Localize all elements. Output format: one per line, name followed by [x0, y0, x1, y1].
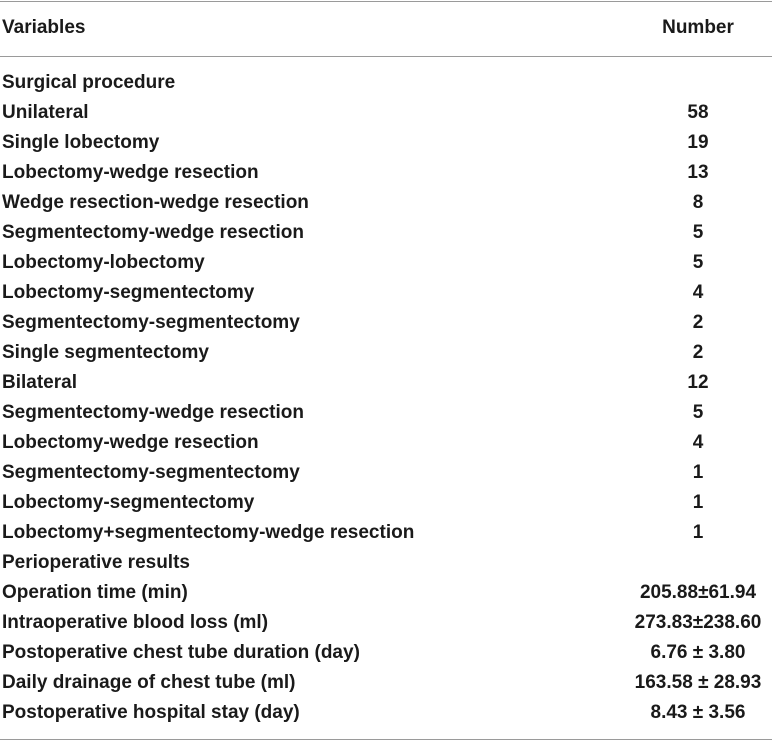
table-row: [0, 548, 772, 578]
row-value: 1: [692, 522, 704, 543]
table-row: [0, 338, 772, 368]
row-label: Segmentectomy-wedge resection: [2, 402, 304, 423]
table-row: [0, 578, 772, 608]
row-label: Bilateral: [2, 372, 77, 393]
table-header-row: [0, 13, 772, 43]
table-row: [0, 398, 772, 428]
row-value: 1: [692, 462, 704, 483]
table-row: [0, 308, 772, 338]
row-label: Lobectomy-wedge resection: [2, 432, 259, 453]
row-label: Lobectomy-wedge resection: [2, 162, 259, 183]
row-label: Segmentectomy-wedge resection: [2, 222, 304, 243]
table-row: [0, 668, 772, 698]
row-label: Unilateral: [2, 102, 89, 123]
row-label: Surgical procedure: [2, 72, 176, 93]
table-row: [0, 68, 772, 98]
row-value: 273.83±238.60: [634, 612, 762, 633]
row-value: 12: [687, 372, 709, 393]
table-row: [0, 698, 772, 728]
table-header-rule: [0, 56, 772, 57]
table-row: [0, 518, 772, 548]
row-label: Segmentectomy-segmentectomy: [2, 462, 300, 483]
row-label: Daily drainage of chest tube (ml): [2, 672, 296, 693]
row-label: Lobectomy-lobectomy: [2, 252, 205, 273]
row-value: 205.88±61.94: [639, 582, 757, 603]
row-label: Single lobectomy: [2, 132, 160, 153]
row-value: 8: [692, 192, 704, 213]
header-number: Number: [662, 17, 734, 38]
table-row: [0, 188, 772, 218]
row-value: 19: [687, 132, 709, 153]
row-label: Wedge resection-wedge resection: [2, 192, 309, 213]
table-row: [0, 368, 772, 398]
row-value: 8.43 ± 3.56: [650, 702, 746, 723]
table-bottom-rule: [0, 739, 772, 740]
row-value: 5: [692, 222, 704, 243]
row-value: 1: [692, 492, 704, 513]
row-value: 4: [692, 282, 704, 303]
row-label: Lobectomy-segmentectomy: [2, 492, 255, 513]
row-value: 13: [687, 162, 709, 183]
row-value: 163.58 ± 28.93: [634, 672, 762, 693]
row-label: Intraoperative blood loss (ml): [2, 612, 269, 633]
table-row: [0, 128, 772, 158]
row-value: 6.76 ± 3.80: [650, 642, 746, 663]
row-value: 5: [692, 402, 704, 423]
table-top-rule: [0, 1, 772, 2]
row-label: Single segmentectomy: [2, 342, 209, 363]
row-value: 58: [687, 102, 709, 123]
table-row: [0, 158, 772, 188]
row-value: 2: [692, 342, 704, 363]
table-row: [0, 488, 772, 518]
table-row: [0, 638, 772, 668]
row-value: 2: [692, 312, 704, 333]
row-label: Postoperative hospital stay (day): [2, 702, 300, 723]
row-label: Segmentectomy-segmentectomy: [2, 312, 300, 333]
row-label: Operation time (min): [2, 582, 188, 603]
header-variables: Variables: [2, 17, 86, 38]
row-label: Lobectomy-segmentectomy: [2, 282, 255, 303]
table-row: [0, 428, 772, 458]
row-value: 5: [692, 252, 704, 273]
row-label: Lobectomy+segmentectomy-wedge resection: [2, 522, 415, 543]
row-label: Perioperative results: [2, 552, 190, 573]
row-value: 4: [692, 432, 704, 453]
row-label: Postoperative chest tube duration (day): [2, 642, 360, 663]
table-row: [0, 218, 772, 248]
table-row: [0, 278, 772, 308]
table-row: [0, 458, 772, 488]
table-row: [0, 608, 772, 638]
table-row: [0, 248, 772, 278]
table-row: [0, 98, 772, 128]
